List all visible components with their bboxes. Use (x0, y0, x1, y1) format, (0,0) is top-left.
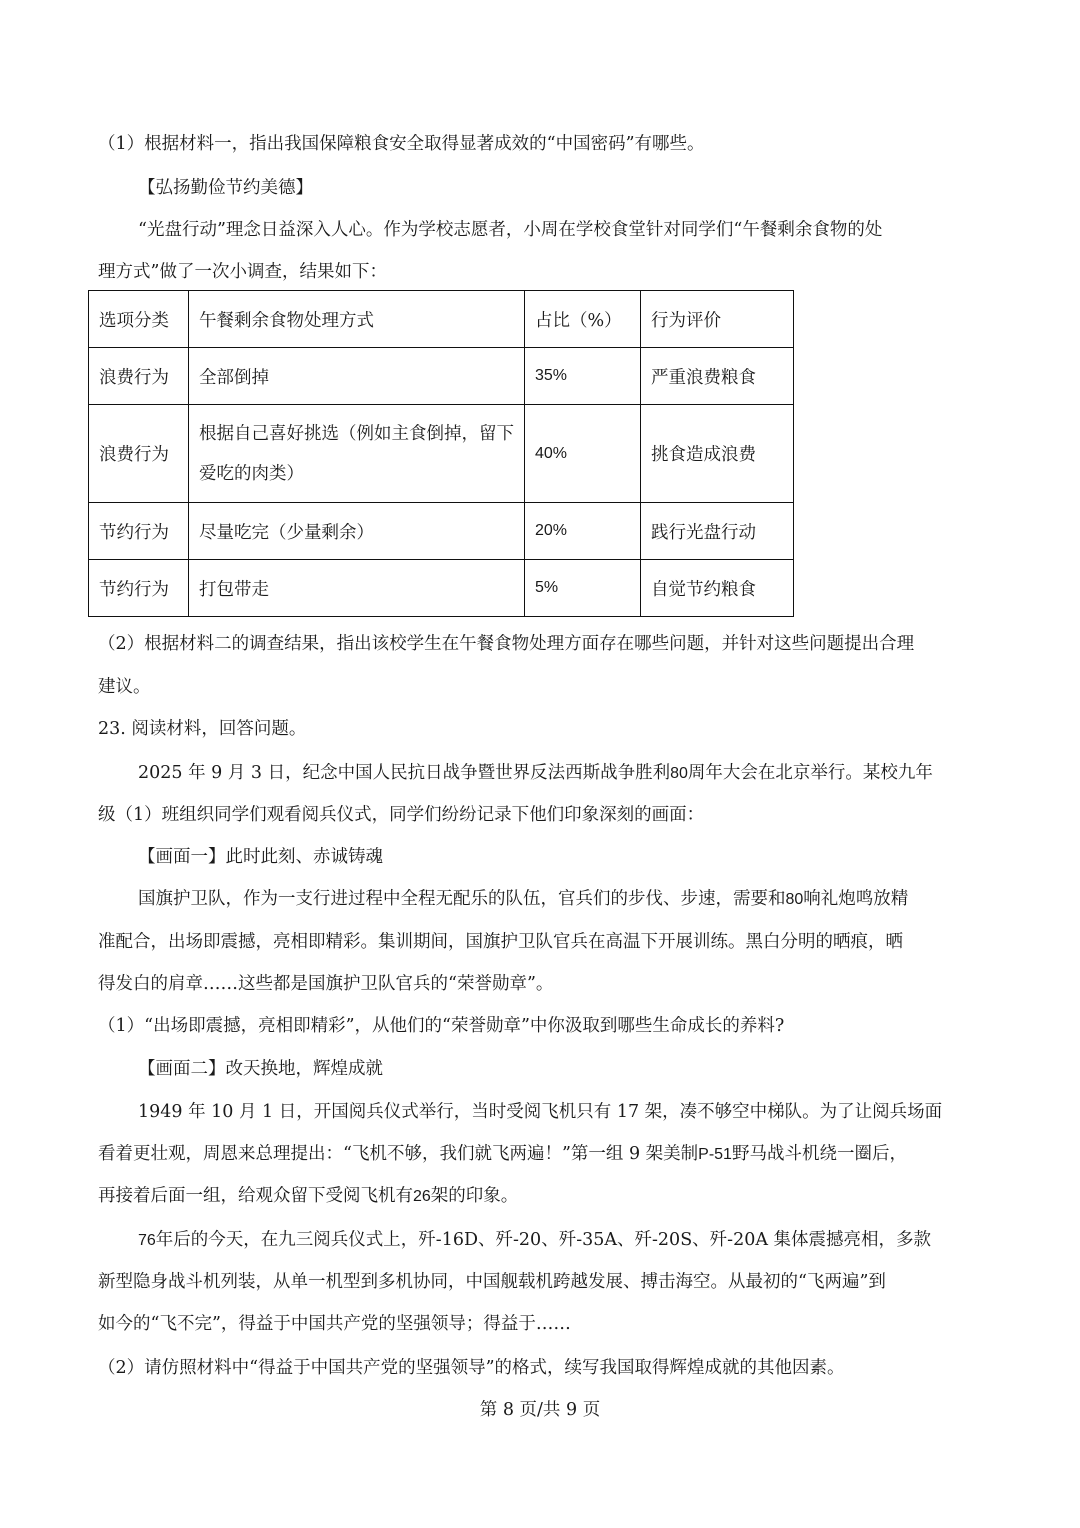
question-23-1: （1）“出场即震撼，亮相即精彩”，从他们的“荣誉勋章”中你汲取到哪些生命成长的养料? (98, 1016, 785, 1036)
method-cell: 全部倒掉 (189, 348, 525, 405)
frugal-intro-line-2: 理方式”做了一次小调查，结果如下： (98, 262, 387, 282)
frugal-intro-line-1: “光盘行动”理念日益深入人心。作为学校志愿者，小周在学校食堂针对同学们“午餐剩余食物的处 (138, 220, 883, 240)
scene-2-para-2-line-2: 新型隐身战斗机列装，从单一机型到多机协同，中国舰载机跨越发展、搏击海空。从最初的“飞两遍”到 (98, 1272, 886, 1292)
percent-cell: 40% (525, 405, 641, 503)
evaluation-cell: 践行光盘行动 (641, 503, 794, 560)
table-row (89, 560, 794, 617)
scene-2-para-1-line-3: 再接着后面一组，给观众留下受阅飞机有26架的印象。 (98, 1186, 519, 1206)
percent-cell: 5% (525, 560, 641, 617)
question-22-2-line-2: 建议。 (98, 677, 151, 697)
q23-intro-line-2: 级（1）班组织同学们观看阅兵仪式，同学们纷纷记录下他们印象深刻的画面： (98, 805, 705, 825)
scene-1-text-line-3: 得发白的肩章……这些都是国旗护卫队官兵的“荣誉勋章”。 (98, 974, 554, 994)
method-cell: 打包带走 (189, 560, 525, 617)
scene-2-para-1-line-2: 看着更壮观，周恩来总理提出：“飞机不够，我们就飞两遍！”第一组 9 架美制P-51野马战斗机绕一圈后， (98, 1144, 907, 1164)
percent-cell: 20% (525, 503, 641, 560)
table-header-cell: 行为评价 (641, 291, 794, 348)
percent-cell: 35% (525, 348, 641, 405)
question-23-title: 23. 阅读材料，回答问题。 (98, 719, 307, 739)
page-footer: 第 8 页/共 9 页 (479, 1400, 601, 1420)
question-22-1: （1）根据材料一，指出我国保障粮食安全取得显著成效的“中国密码”有哪些。 (98, 134, 705, 154)
scene-2-para-2-line-3: 如今的“飞不完”，得益于中国共产党的坚强领导；得益于…… (98, 1314, 571, 1334)
scene-1-heading: 【画面一】此时此刻、赤诚铸魂 (138, 847, 383, 867)
table-header-cell: 占比（%） (525, 291, 641, 348)
scene-2-heading: 【画面二】改天换地，辉煌成就 (138, 1059, 383, 1079)
category-cell: 浪费行为 (89, 405, 189, 503)
question-23-2: （2）请仿照材料中“得益于中国共产党的坚强领导”的格式，续写我国取得辉煌成就的其他因素。 (98, 1358, 845, 1378)
evaluation-cell: 严重浪费粮食 (641, 348, 794, 405)
method-cell: 尽量吃完（少量剩余） (189, 503, 525, 560)
q23-intro-line-1: 2025 年 9 月 3 日，纪念中国人民抗日战争暨世界反法西斯战争胜利80周年大会在北京举行。某校九年 (138, 763, 933, 783)
table-header-cell: 选项分类 (89, 291, 189, 348)
table-header-row (89, 291, 794, 348)
scene-1-text-line-1: 国旗护卫队，作为一支行进过程中全程无配乐的队伍，官兵们的步伐、步速，需要和80响礼炮鸣放精 (138, 889, 909, 909)
evaluation-cell: 自觉节约粮食 (641, 560, 794, 617)
survey-table (88, 290, 794, 617)
scene-2-para-2-line-1: 76年后的今天，在九三阅兵仪式上，歼-16D、歼-20、歼-35A、歼-20S、歼-20A 集体震撼亮相，多款 (138, 1230, 932, 1250)
table-row (89, 405, 794, 503)
scene-2-para-1-line-1: 1949 年 10 月 1 日，开国阅兵仪式举行，当时受阅飞机只有 17 架，凑不够空中梯队。为了让阅兵场面 (138, 1102, 943, 1122)
table-row (89, 503, 794, 560)
question-22-2-line-1: （2）根据材料二的调查结果，指出该校学生在午餐食物处理方面存在哪些问题，并针对这些问题提出合理 (98, 634, 915, 654)
evaluation-cell: 挑食造成浪费 (641, 405, 794, 503)
table-row (89, 348, 794, 405)
scene-1-text-line-2: 准配合，出场即震撼，亮相即精彩。集训期间，国旗护卫队官兵在高温下开展训练。黑白分明的晒痕，晒 (98, 932, 903, 952)
table-header-cell: 午餐剩余食物处理方式 (189, 291, 525, 348)
category-cell: 节约行为 (89, 503, 189, 560)
method-cell: 根据自己喜好挑选（例如主食倒掉，留下爱吃的肉类） (189, 405, 525, 503)
category-cell: 节约行为 (89, 560, 189, 617)
section-heading-frugal: 【弘扬勤俭节约美德】 (138, 178, 313, 198)
category-cell: 浪费行为 (89, 348, 189, 405)
